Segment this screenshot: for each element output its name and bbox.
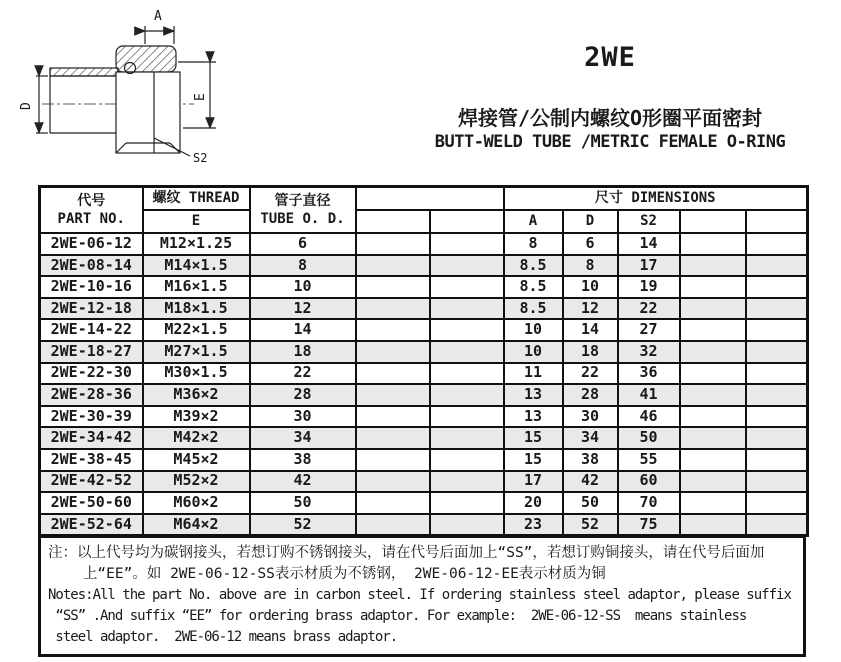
cell-blank [430, 492, 504, 514]
cell-blank [430, 384, 504, 406]
cell-dim-a: 17 [504, 471, 563, 493]
dimensions-table [38, 185, 809, 537]
cell-dim-s2: 46 [618, 406, 680, 428]
cell-part-no: 2WE-12-18 [40, 298, 143, 320]
cell-thread: M52×2 [143, 471, 250, 493]
o-ring-seal [125, 63, 136, 74]
cell-part-no: 2WE-22-30 [40, 363, 143, 385]
cell-tube-od: 50 [250, 492, 356, 514]
table-header-row-1 [40, 187, 808, 211]
cell-dim-s2: 22 [618, 298, 680, 320]
cell-blank [356, 449, 430, 471]
table-row [40, 471, 808, 493]
cell-dim-d: 42 [563, 471, 618, 493]
cell-blank [746, 298, 808, 320]
cell-dim-s2: 70 [618, 492, 680, 514]
cell-dim-a: 8.5 [504, 276, 563, 298]
header-blank [746, 210, 808, 233]
cell-part-no: 2WE-10-16 [40, 276, 143, 298]
page-title-chinese: 焊接管/公制内螺纹O形圈平面密封 [457, 106, 763, 130]
cell-dim-s2: 41 [618, 384, 680, 406]
cell-dim-s2: 60 [618, 471, 680, 493]
cell-blank [430, 363, 504, 385]
table-row [40, 319, 808, 341]
cell-blank [430, 471, 504, 493]
cell-blank [680, 319, 746, 341]
dim-label-d: D [19, 102, 34, 110]
cell-blank [356, 471, 430, 493]
cell-blank [430, 406, 504, 428]
fitting-technical-drawing [8, 2, 253, 174]
cell-dim-d: 38 [563, 449, 618, 471]
cell-tube-od: 8 [250, 255, 356, 277]
cell-dim-s2: 17 [618, 255, 680, 277]
cell-blank [430, 276, 504, 298]
cell-dim-s2: 19 [618, 276, 680, 298]
cell-blank [746, 514, 808, 536]
cell-blank [356, 233, 430, 255]
cell-thread: M27×1.5 [143, 341, 250, 363]
cell-thread: M64×2 [143, 514, 250, 536]
cell-dim-d: 6 [563, 233, 618, 255]
table-row [40, 492, 808, 514]
cell-blank [680, 233, 746, 255]
cell-blank [430, 298, 504, 320]
cell-blank [430, 319, 504, 341]
cell-tube-od: 52 [250, 514, 356, 536]
note-line-en-1: Notes:All the part No. above are in carbon steel. If ordering stainless steel adaptor, please suffix [48, 587, 791, 604]
cell-blank [680, 298, 746, 320]
cell-dim-d: 12 [563, 298, 618, 320]
cell-tube-od: 42 [250, 471, 356, 493]
cell-thread: M39×2 [143, 406, 250, 428]
cell-blank [680, 363, 746, 385]
cell-blank [356, 255, 430, 277]
note-line-en-3: steel adaptor. 2WE-06-12 means brass adaptor. [48, 629, 398, 646]
cell-blank [430, 341, 504, 363]
cell-dim-d: 10 [563, 276, 618, 298]
cell-tube-od: 12 [250, 298, 356, 320]
cell-blank [746, 384, 808, 406]
header-col-d: D [563, 210, 618, 233]
table-row [40, 298, 808, 320]
cell-tube-od: 14 [250, 319, 356, 341]
header-blank [430, 210, 504, 233]
header-part-no-cn: 代号 [77, 192, 106, 209]
header-col-s2: S2 [618, 210, 680, 233]
cell-thread: M22×1.5 [143, 319, 250, 341]
header-tube-od-cn: 管子直径 [274, 192, 331, 209]
header-blank-span [356, 187, 504, 211]
header-part-no [40, 187, 143, 234]
cell-dim-a: 8.5 [504, 298, 563, 320]
note-line-cn-2: 上“EE”。如 2WE-06-12-SS表示材质为不锈钢， 2WE-06-12-EE表示材质为铜 [48, 566, 606, 583]
cell-dim-d: 18 [563, 341, 618, 363]
cell-tube-od: 6 [250, 233, 356, 255]
cell-part-no: 2WE-42-52 [40, 471, 143, 493]
table-row [40, 449, 808, 471]
header-blank [356, 210, 430, 233]
cell-blank [356, 492, 430, 514]
cell-blank [356, 363, 430, 385]
dim-label-e: E [193, 93, 208, 101]
cell-blank [746, 276, 808, 298]
cell-dim-d: 34 [563, 427, 618, 449]
cell-blank [746, 233, 808, 255]
cell-dim-s2: 14 [618, 233, 680, 255]
table-row [40, 363, 808, 385]
cell-dim-s2: 27 [618, 319, 680, 341]
cell-part-no: 2WE-28-36 [40, 384, 143, 406]
cell-blank [680, 492, 746, 514]
cell-thread: M36×2 [143, 384, 250, 406]
cell-blank [746, 449, 808, 471]
note-line-cn-1: 注：以上代号均为碳钢接头，若想订购不锈钢接头，请在代号后面加上“SS”，若想订购铜接头，请在代号后面加 [48, 545, 765, 562]
header-tube-od [250, 187, 356, 234]
cell-blank [430, 514, 504, 536]
cell-thread: M42×2 [143, 427, 250, 449]
cell-blank [680, 449, 746, 471]
cell-blank [746, 492, 808, 514]
cell-part-no: 2WE-52-64 [40, 514, 143, 536]
cell-blank [430, 427, 504, 449]
header-thread-e: E [143, 210, 250, 233]
cell-dim-a: 23 [504, 514, 563, 536]
table-row [40, 384, 808, 406]
notes-block [38, 536, 806, 657]
cell-part-no: 2WE-08-14 [40, 255, 143, 277]
cell-part-no: 2WE-30-39 [40, 406, 143, 428]
cell-tube-od: 30 [250, 406, 356, 428]
cell-part-no: 2WE-06-12 [40, 233, 143, 255]
cell-dim-s2: 55 [618, 449, 680, 471]
cell-dim-d: 30 [563, 406, 618, 428]
cell-dim-d: 52 [563, 514, 618, 536]
table-row [40, 427, 808, 449]
cell-dim-a: 8 [504, 233, 563, 255]
cell-thread: M60×2 [143, 492, 250, 514]
cell-blank [356, 319, 430, 341]
spec-sheet [38, 185, 806, 657]
cell-tube-od: 38 [250, 449, 356, 471]
table-row [40, 406, 808, 428]
note-line-en-2: “SS” .And suffix “EE” for ordering brass adaptor. For example: 2WE-06-12-SS means stainless [48, 608, 747, 625]
header-blank [680, 210, 746, 233]
cell-dim-s2: 36 [618, 363, 680, 385]
table-row [40, 276, 808, 298]
cell-thread: M45×2 [143, 449, 250, 471]
cell-tube-od: 28 [250, 384, 356, 406]
cell-blank [680, 427, 746, 449]
header-dimensions: 尺寸 DIMENSIONS [504, 187, 808, 211]
cell-thread: M12×1.25 [143, 233, 250, 255]
cell-dim-d: 14 [563, 319, 618, 341]
cell-dim-a: 20 [504, 492, 563, 514]
cell-blank [680, 255, 746, 277]
cell-dim-a: 11 [504, 363, 563, 385]
cell-part-no: 2WE-34-42 [40, 427, 143, 449]
table-row [40, 255, 808, 277]
cell-dim-d: 8 [563, 255, 618, 277]
cell-dim-s2: 50 [618, 427, 680, 449]
dim-label-a: A [154, 9, 162, 24]
cell-blank [356, 276, 430, 298]
cell-dim-a: 15 [504, 427, 563, 449]
cell-blank [430, 449, 504, 471]
cell-blank [746, 427, 808, 449]
table-row [40, 233, 808, 255]
header-thread: 螺纹 THREAD [143, 187, 250, 211]
cell-dim-d: 22 [563, 363, 618, 385]
cell-blank [356, 514, 430, 536]
cell-blank [746, 406, 808, 428]
cell-tube-od: 22 [250, 363, 356, 385]
table-header-row-2 [40, 210, 808, 233]
cell-blank [356, 427, 430, 449]
cell-blank [746, 471, 808, 493]
cell-thread: M14×1.5 [143, 255, 250, 277]
table-row [40, 341, 808, 363]
cell-blank [356, 406, 430, 428]
cell-blank [680, 471, 746, 493]
cell-blank [680, 384, 746, 406]
dim-label-s2: S2 [193, 151, 208, 165]
cell-blank [356, 298, 430, 320]
cell-blank [356, 341, 430, 363]
product-code: 2WE [584, 42, 636, 73]
cell-dim-a: 8.5 [504, 255, 563, 277]
cell-part-no: 2WE-14-22 [40, 319, 143, 341]
cell-blank [746, 255, 808, 277]
cell-blank [430, 255, 504, 277]
hex-nut-body [116, 72, 180, 153]
cell-tube-od: 34 [250, 427, 356, 449]
cell-part-no: 2WE-50-60 [40, 492, 143, 514]
cell-dim-a: 13 [504, 406, 563, 428]
cell-blank [680, 514, 746, 536]
cell-dim-d: 28 [563, 384, 618, 406]
page-title-english: BUTT-WELD TUBE /METRIC FEMALE O-RING [434, 132, 786, 152]
cell-dim-s2: 75 [618, 514, 680, 536]
cell-blank [746, 363, 808, 385]
header-part-no-en: PART NO. [57, 211, 125, 227]
cell-thread: M18×1.5 [143, 298, 250, 320]
cell-dim-a: 15 [504, 449, 563, 471]
cell-blank [430, 233, 504, 255]
cell-tube-od: 18 [250, 341, 356, 363]
cell-blank [746, 341, 808, 363]
cell-dim-a: 10 [504, 319, 563, 341]
cell-thread: M30×1.5 [143, 363, 250, 385]
cell-dim-s2: 32 [618, 341, 680, 363]
cell-blank [680, 406, 746, 428]
cell-part-no: 2WE-38-45 [40, 449, 143, 471]
cell-dim-a: 13 [504, 384, 563, 406]
cell-dim-a: 10 [504, 341, 563, 363]
header-tube-od-en: TUBE O. D. [260, 211, 345, 227]
cell-blank [356, 384, 430, 406]
cell-tube-od: 10 [250, 276, 356, 298]
cell-blank [746, 319, 808, 341]
cell-blank [680, 341, 746, 363]
cell-thread: M16×1.5 [143, 276, 250, 298]
table-row [40, 514, 808, 536]
cell-dim-d: 50 [563, 492, 618, 514]
weld-knurl [50, 68, 118, 76]
cell-blank [680, 276, 746, 298]
header-col-a: A [504, 210, 563, 233]
cell-part-no: 2WE-18-27 [40, 341, 143, 363]
